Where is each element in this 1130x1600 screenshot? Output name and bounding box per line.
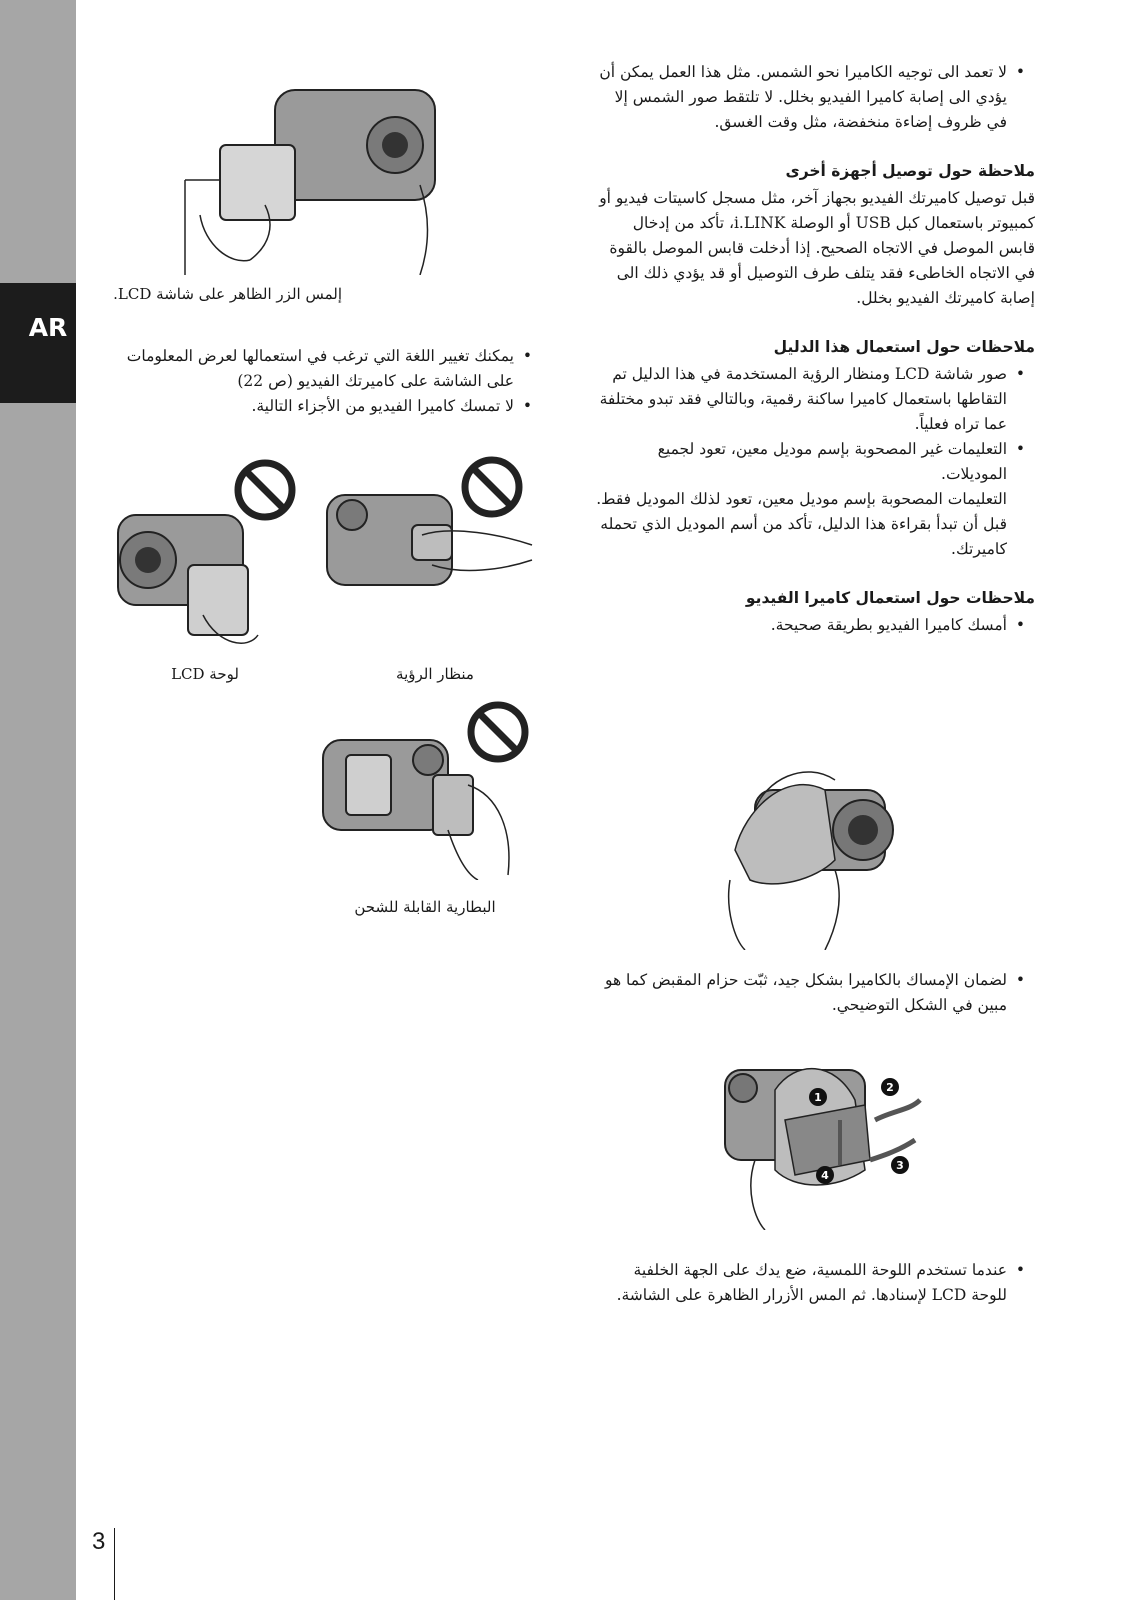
touch-caption: إلمس الزر الظاهر على شاشة LCD. — [113, 285, 342, 303]
strap-step-2: 2 — [886, 1081, 894, 1094]
page-number: 3 — [92, 1528, 106, 1555]
viewfinder-prohibited-figure — [322, 455, 542, 655]
left-column — [112, 344, 542, 419]
camera-bullet-2-block — [595, 968, 1035, 1018]
camera-bullet-2: • لضمان الإمساك بالكاميرا بشكل جيد، ثبّت حزام المقبض كما هو مبين في الشكل التوضيحي. — [595, 968, 1035, 1018]
right-column — [595, 60, 1035, 638]
sidebar — [0, 0, 76, 1600]
connect-text: قبل توصيل كاميرتك الفيديو بجهاز آخر، مثل مسجل كاسيتات فيديو أو كمبيوتر باستعمال كبل USB أو الوصلة i.LINK، تأكد من إدخال قابس الموصل في الاتجاه الصحيح. إذا أدخلت قابس الموصل بالقوة في الاتجاه الخاطىء فقد يتلف طرف التوصيل أو قد يؤدي ذلك الى إصابة كاميرتك الفيديو بخلل. — [599, 189, 1035, 307]
page-number-rule — [114, 1528, 115, 1600]
manual-heading: ملاحظات حول استعمال هذا الدليل — [773, 338, 1035, 356]
language-tab — [0, 283, 76, 403]
touch-lcd-figure — [180, 75, 460, 275]
language-tab-label: AR — [28, 313, 68, 342]
strap-step-4: 4 — [821, 1169, 829, 1182]
caption-battery: البطارية القابلة للشحن — [354, 898, 496, 916]
camera-bullet-3-block — [595, 1258, 1035, 1308]
camera-heading: ملاحظات حول استعمال كاميرا الفيديو — [745, 589, 1035, 607]
language-bullet: • يمكنك تغيير اللغة التي ترغب في استعمالها لعرض المعلومات على الشاشة على كاميرتك الفيديو (ص 22) — [112, 344, 542, 394]
grip-strap-figure — [715, 1050, 945, 1230]
connect-heading: ملاحظة حول توصيل أجهزة أخرى — [785, 162, 1035, 180]
hold-camera-figure — [715, 750, 915, 950]
caption-viewfinder: منظار الرؤية — [396, 665, 474, 683]
manual-indent-1: التعليمات المصحوبة بإسم موديل معين، تعود لذلك الموديل فقط. — [596, 490, 1007, 508]
sun-warning: • لا تعمد الى توجيه الكاميرا نحو الشمس. مثل هذا العمل يمكن أن يؤدي الى إصابة كاميرا الفيديو بخلل. لا تلتقط صور الشمس إلا في ظروف إضاءة منخفضة، مثل وقت الغسق. — [595, 60, 1035, 135]
strap-step-3: 3 — [896, 1159, 904, 1172]
caption-lcd-panel: لوحة LCD — [171, 665, 239, 683]
battery-prohibited-figure — [318, 700, 538, 880]
strap-step-1: 1 — [814, 1091, 822, 1104]
camera-bullet-3: • عندما تستخدم اللوحة اللمسية، ضع يدك على الجهة الخلفية للوحة LCD لإسنادها. ثم المس الأزرار الظاهرة على الشاشة. — [595, 1258, 1035, 1308]
camera-bullet-1: • أمسك كاميرا الفيديو بطريقة صحيحة. — [595, 613, 1035, 638]
hold-bullet: • لا تمسك كاميرا الفيديو من الأجزاء التالية. — [112, 394, 542, 419]
manual-indent-2: قبل أن تبدأ بقراءة هذا الدليل، تأكد من أسم الموديل الذي تحمله كاميرتك. — [600, 515, 1007, 558]
manual-bullet-1: • صور شاشة LCD ومنظار الرؤية المستخدمة في هذا الدليل تم التقاطها باستعمال كاميرا ساكنة رقمية، وبالتالي فقد تبدو مختلفة عما تراه فعلياً. — [595, 362, 1035, 437]
manual-bullet-2: • التعليمات غير المصحوبة بإسم موديل معين، تعود لجميع الموديلات. — [595, 437, 1035, 487]
lcd-panel-prohibited-figure — [108, 455, 308, 655]
